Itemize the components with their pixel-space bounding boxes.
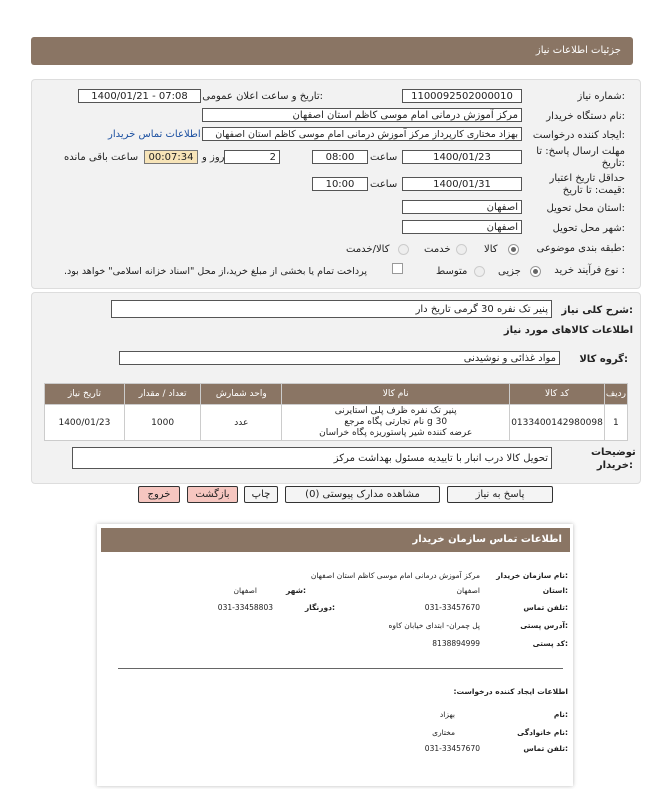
creator-label: ایجاد کننده درخواست: — [532, 130, 625, 141]
attachments-button[interactable]: مشاهده مدارک پیوستی (0) — [285, 486, 440, 503]
validity-time-field[interactable]: 10:00 — [312, 177, 368, 191]
page-title: جزئیات اطلاعات نیاز — [535, 45, 621, 56]
category-goods-radio[interactable] — [508, 244, 519, 255]
creator-family-label: نام خانوادگی: — [517, 728, 568, 737]
deadline-time-field[interactable]: 08:00 — [312, 150, 368, 164]
deadline-label: مهلت ارسال پاسخ: تا تاریخ: — [536, 146, 625, 169]
row-name — [282, 405, 510, 441]
validity-label: حداقل تاریخ اعتبار قیمت: تا تاریخ: — [549, 173, 625, 196]
row-name-line: 30 g نام تجارتی پگاه مرجع — [344, 417, 448, 427]
contact-province-value: اصفهان — [456, 586, 480, 595]
creator-name-value: بهزاد — [439, 710, 455, 719]
buyer-org-field[interactable]: مرکز آموزش درمانی امام موسی کاظم استان اصفهان — [202, 108, 522, 122]
table-header-row — [45, 384, 628, 405]
purchase-medium-label: متوسط — [436, 266, 468, 277]
deadline-hour-label: ساعت — [370, 152, 398, 163]
row-unit: عدد — [201, 405, 282, 441]
exit-button[interactable]: خروج — [138, 486, 180, 503]
creator-phone-value: 031-33457670 — [424, 744, 480, 753]
category-service-radio[interactable] — [456, 244, 467, 255]
creator-name-label: نام: — [553, 710, 568, 719]
notes-field[interactable]: تحویل کالا درب انبار با تاییدیه مسئول بهداشت مرکز — [72, 447, 552, 469]
back-button[interactable]: بازگشت — [187, 486, 238, 503]
contact-address-value: پل چمران- ابتدای خیابان کاوه — [388, 621, 480, 630]
col-index: ردیف — [604, 384, 627, 405]
contact-phone-label: تلفن تماس: — [523, 603, 568, 612]
category-both-radio[interactable] — [398, 244, 409, 255]
contact-city-label: شهر: — [286, 586, 306, 595]
contact-province-label: استان: — [542, 586, 568, 595]
validity-date-field[interactable]: 1400/01/31 — [402, 177, 522, 191]
table-row[interactable] — [45, 405, 628, 441]
contact-org-label: نام سازمان خریدار: — [496, 571, 568, 580]
contact-divider — [118, 668, 563, 669]
buyer-contact-link[interactable]: اطلاعات تماس خریدار — [108, 129, 201, 140]
announce-label: تاریخ و ساعت اعلان عمومی: — [202, 91, 323, 102]
creator-family-value: مختاری — [432, 728, 455, 737]
purchase-minor-label: جزیی — [498, 266, 521, 277]
contact-card-title: اطلاعات تماس سازمان خریدار — [412, 534, 562, 545]
items-title: اطلاعات کالاهای مورد نیاز — [503, 325, 633, 336]
announce-field[interactable] — [78, 89, 201, 103]
announce-value: 1400/01/21 - 07:08 — [91, 91, 188, 102]
row-code: 0133400142980098 — [510, 405, 605, 441]
col-qty: تعداد / مقدار — [124, 384, 201, 405]
buyer-org-label: نام دستگاه خریدار: — [546, 111, 625, 122]
purchase-medium-radio[interactable] — [474, 266, 485, 277]
remaining-timer: 00:07:34 — [144, 150, 198, 164]
need-number-label: شماره نیاز: — [577, 91, 625, 102]
row-qty: 1000 — [124, 405, 201, 441]
treasury-payment-checkbox[interactable] — [392, 263, 403, 274]
col-code: کد کالا — [510, 384, 605, 405]
items-table — [44, 383, 628, 441]
days-label: روز و — [202, 152, 225, 163]
contact-fax-value: 031-33458803 — [217, 603, 273, 612]
province-label: استان محل تحویل: — [546, 203, 625, 214]
row-name-line: عرضه کننده شیر پاستوریزه پگاه خراسان — [319, 428, 473, 438]
province-field[interactable]: اصفهان — [402, 200, 522, 214]
contact-fax-label: دورنگار: — [304, 603, 335, 612]
category-service-label: خدمت — [424, 244, 451, 255]
city-label: شهر محل تحویل: — [552, 223, 625, 234]
creator-phone-label: تلفن تماس: — [523, 744, 568, 753]
group-field[interactable]: مواد غذائی و نوشیدنی — [119, 351, 560, 365]
col-date: تاریخ نیاز — [45, 384, 125, 405]
summary-label: شرح کلی نیاز: — [561, 305, 633, 316]
deadline-date-field[interactable]: 1400/01/23 — [402, 150, 522, 164]
row-name-line: پنیر تک نفره ظرف پلی استایرنی — [334, 406, 457, 416]
summary-field[interactable]: پنیر تک نفره 30 گرمی تاریخ دار — [111, 300, 552, 318]
reply-button[interactable]: پاسخ به نیاز — [447, 486, 553, 503]
days-field[interactable]: 2 — [224, 150, 280, 164]
creator-info-title: اطلاعات ایجاد کننده درخواست: — [453, 687, 568, 696]
validity-hour-label: ساعت — [370, 179, 398, 190]
contact-address-label: آدرس پستی: — [520, 621, 568, 630]
contact-card-header — [101, 528, 570, 552]
contact-phone-value: 031-33457670 — [424, 603, 480, 612]
page-header — [31, 37, 633, 65]
row-index: 1 — [604, 405, 627, 441]
group-label: گروه کالا: — [579, 354, 628, 365]
row-date: 1400/01/23 — [45, 405, 125, 441]
category-both-label: کالا/خدمت — [346, 244, 390, 255]
purchase-minor-radio[interactable] — [530, 266, 541, 277]
category-label: طبقه بندی موضوعی: — [536, 243, 625, 254]
col-name: نام کالا — [282, 384, 510, 405]
purchase-type-label: نوع فرآیند خرید : — [554, 265, 625, 276]
contact-org-value: مرکز آموزش درمانی امام موسی کاظم استان اصفهان — [310, 571, 480, 580]
contact-card — [97, 524, 573, 786]
print-button[interactable]: چاپ — [244, 486, 278, 503]
city-field[interactable]: اصفهان — [402, 220, 522, 234]
treasury-payment-note: پرداخت تمام یا بخشی از مبلغ خرید،از محل "اسناد خزانه اسلامی" خواهد بود. — [64, 266, 367, 277]
contact-city-value: اصفهان — [233, 586, 257, 595]
contact-postal-value: 8138894999 — [432, 639, 480, 648]
category-goods-label: کالا — [484, 244, 498, 255]
need-number-field[interactable]: 1100092502000010 — [402, 89, 522, 103]
col-unit: واحد شمارش — [201, 384, 282, 405]
remaining-label: ساعت باقی مانده — [64, 152, 139, 163]
notes-label: توضیحات خریدار: — [591, 447, 636, 471]
creator-field[interactable]: بهزاد مختاری کارپرداز مرکز آموزش درمانی امام موسی کاظم استان اصفهان — [202, 127, 522, 141]
contact-postal-label: کد پستی: — [532, 639, 568, 648]
